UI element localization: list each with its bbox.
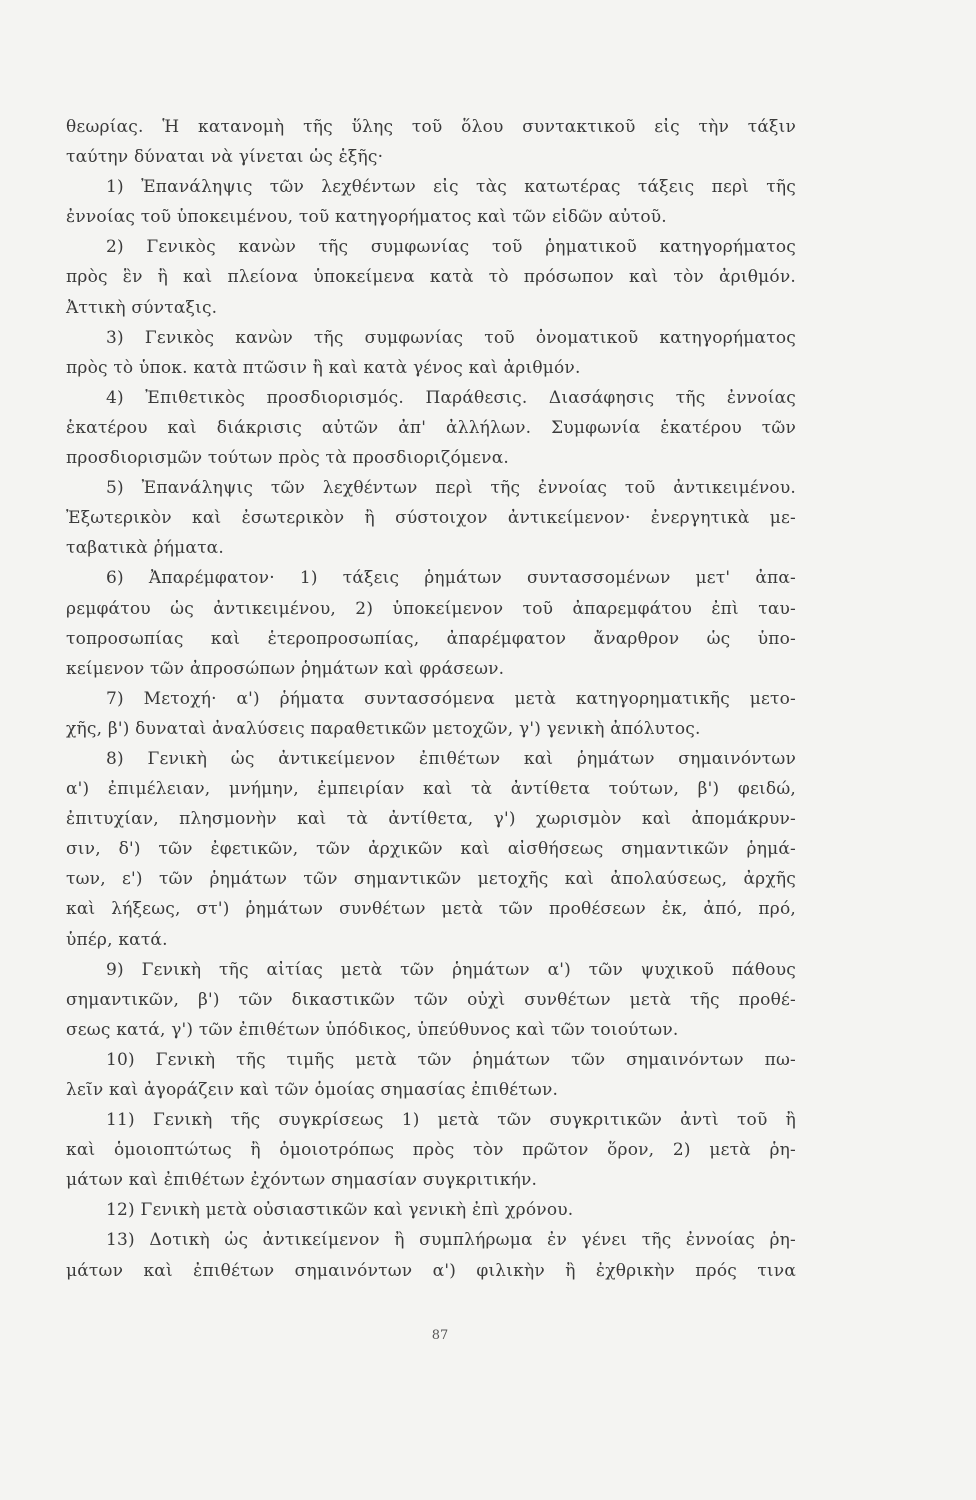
- text-line: 5) Ἐπανάληψις τῶν λεχθέντων περὶ τῆς ἐννοίας τοῦ ἀντικειμένου.: [106, 478, 796, 499]
- text-line: καὶ ὁμοιοπτώτως ἢ ὁμοιοτρόπως πρὸς τὸν πρῶτον ὅρον, 2) μετὰ ῥη-: [66, 1140, 796, 1161]
- text-line: μάτων καὶ ἐπιθέτων σημαινόντων α') φιλικὴν ἢ ἐχθρικὴν πρός τινα: [66, 1260, 796, 1281]
- text-line: λεῖν καὶ ἀγοράζειν καὶ τῶν ὁμοίας σημασίας ἐπιθέτων.: [66, 1080, 559, 1100]
- text-line: ἑκατέρου καὶ διάκρισις αὐτῶν ἀπ' ἀλλήλων. Συμφωνία ἑκατέρου τῶν: [66, 417, 796, 438]
- text-line: ἐννοίας τοῦ ὑποκειμένου, τοῦ κατηγορήματος καὶ τῶν εἰδῶν αὐτοῦ.: [66, 207, 667, 228]
- body-text: [66, 112, 796, 1286]
- text-line: ὑπέρ, κατά.: [66, 929, 168, 950]
- text-line: ταύτην δύναται νὰ γίνεται ὡς ἑξῆς·: [66, 147, 384, 168]
- text-line: 13) Δοτικὴ ὡς ἀντικείμενον ἢ συμπλήρωμα ἐν γένει τῆς ἐννοίας ῥη-: [106, 1230, 796, 1251]
- text-line: ταβατικὰ ῥήματα.: [66, 538, 224, 559]
- text-line: α') ἐπιμέλειαν, μνήμην, ἐμπειρίαν καὶ τὰ ἀντίθετα τούτων, β') φειδώ,: [66, 779, 796, 800]
- text-line: χῆς, β') δυναταὶ ἀναλύσεις παραθετικῶν μετοχῶν, γ') γενικὴ ἀπόλυτος.: [66, 718, 701, 739]
- text-line: 9) Γενικὴ τῆς αἰτίας μετὰ τῶν ῥημάτων α') τῶν ψυχικοῦ πάθους: [106, 959, 796, 980]
- text-line: μάτων καὶ ἐπιθέτων ἐχόντων σημασίαν συγκριτικήν.: [66, 1170, 538, 1191]
- text-line: θεωρίας. Ἡ κατανομὴ τῆς ὕλης τοῦ ὅλου συντακτικοῦ εἰς τὴν τάξιν: [66, 117, 796, 137]
- text-line: τοπροσωπίας καὶ ἑτεροπροσωπίας, ἀπαρέμφατον ἄναρθρον ὡς ὑπο-: [66, 628, 796, 649]
- text-line: κείμενον τῶν ἀπροσώπων ῥημάτων καὶ φράσεων.: [66, 658, 505, 679]
- text-line: 6) Ἀπαρέμφατον· 1) τάξεις ῥημάτων συντασσομένων μετ' ἀπα-: [106, 568, 796, 589]
- text-line: 7) Μετοχή· α') ῥήματα συντασσόμενα μετὰ κατηγορηματικῆς μετο-: [106, 688, 796, 709]
- text-line: Ἐξωτερικὸν καὶ ἐσωτερικὸν ἢ σύστοιχον ἀντικείμενον· ἐνεργητικὰ με-: [66, 508, 796, 529]
- text-line: 11) Γενικὴ τῆς συγκρίσεως 1) μετὰ τῶν συγκριτικῶν ἀντὶ τοῦ ἢ: [106, 1110, 796, 1131]
- text-line: Ἀττικὴ σύνταξις.: [66, 297, 218, 318]
- text-line: πρὸς τὸ ὑποκ. κατὰ πτῶσιν ἢ καὶ κατὰ γένος καὶ ἀριθμόν.: [66, 357, 581, 378]
- text-line: ρεμφάτου ὡς ἀντικειμένου, 2) ὑποκείμενον τοῦ ἀπαρεμφάτου ἐπὶ ταυ-: [66, 598, 796, 619]
- text-line: 8) Γενικὴ ὡς ἀντικείμενον ἐπιθέτων καὶ ῥημάτων σημαινόντων: [106, 748, 796, 769]
- text-line: 1) Ἐπανάληψις τῶν λεχθέντων εἰς τὰς κατωτέρας τάξεις περὶ τῆς: [106, 177, 796, 198]
- text-line: 2) Γενικὸς κανὼν τῆς συμφωνίας τοῦ ῥηματικοῦ κατηγορήματος: [106, 237, 796, 258]
- text-line: 10) Γενικὴ τῆς τιμῆς μετὰ τῶν ῥημάτων τῶν σημαινόντων πω-: [106, 1049, 796, 1070]
- text-line: 12) Γενικὴ μετὰ οὐσιαστικῶν καὶ γενικὴ ἐπὶ χρόνου.: [106, 1200, 574, 1221]
- text-line: καὶ λήξεως, στ') ῥημάτων συνθέτων μετὰ τῶν προθέσεων ἐκ, ἀπό, πρό,: [66, 899, 796, 920]
- text-line: 3) Γενικὸς κανὼν τῆς συμφωνίας τοῦ ὀνοματικοῦ κατηγορήματος: [106, 327, 796, 348]
- text-line: των, ε') τῶν ῥημάτων τῶν σημαντικῶν μετοχῆς καὶ ἀπολαύσεως, ἀρχῆς: [66, 869, 796, 890]
- page-number: 87: [431, 1328, 449, 1343]
- text-line: ἐπιτυχίαν, πλησμονὴν καὶ τὰ ἀντίθετα, γ') χωρισμὸν καὶ ἀπομάκρυν-: [66, 809, 796, 830]
- text-line: προσδιορισμῶν τούτων πρὸς τὰ προσδιοριζόμενα.: [66, 448, 509, 469]
- text-line: σημαντικῶν, β') τῶν δικαστικῶν τῶν οὐχὶ συνθέτων μετὰ τῆς προθέ-: [66, 989, 796, 1010]
- text-line: σεως κατά, γ') τῶν ἐπιθέτων ὑπόδικος, ὑπεύθυνος καὶ τῶν τοιούτων.: [66, 1019, 679, 1040]
- text-line: σιν, δ') τῶν ἐφετικῶν, τῶν ἀρχικῶν καὶ αἰσθήσεως σημαντικῶν ῥημά-: [66, 839, 796, 860]
- text-line: 4) Ἐπιθετικὸς προσδιορισμός. Παράθεσις. Διασάφησις τῆς ἐννοίας: [106, 387, 796, 408]
- text-line: πρὸς ἓν ἢ καὶ πλείονα ὑποκείμενα κατὰ τὸ πρόσωπον καὶ τὸν ἀριθμόν.: [66, 267, 796, 288]
